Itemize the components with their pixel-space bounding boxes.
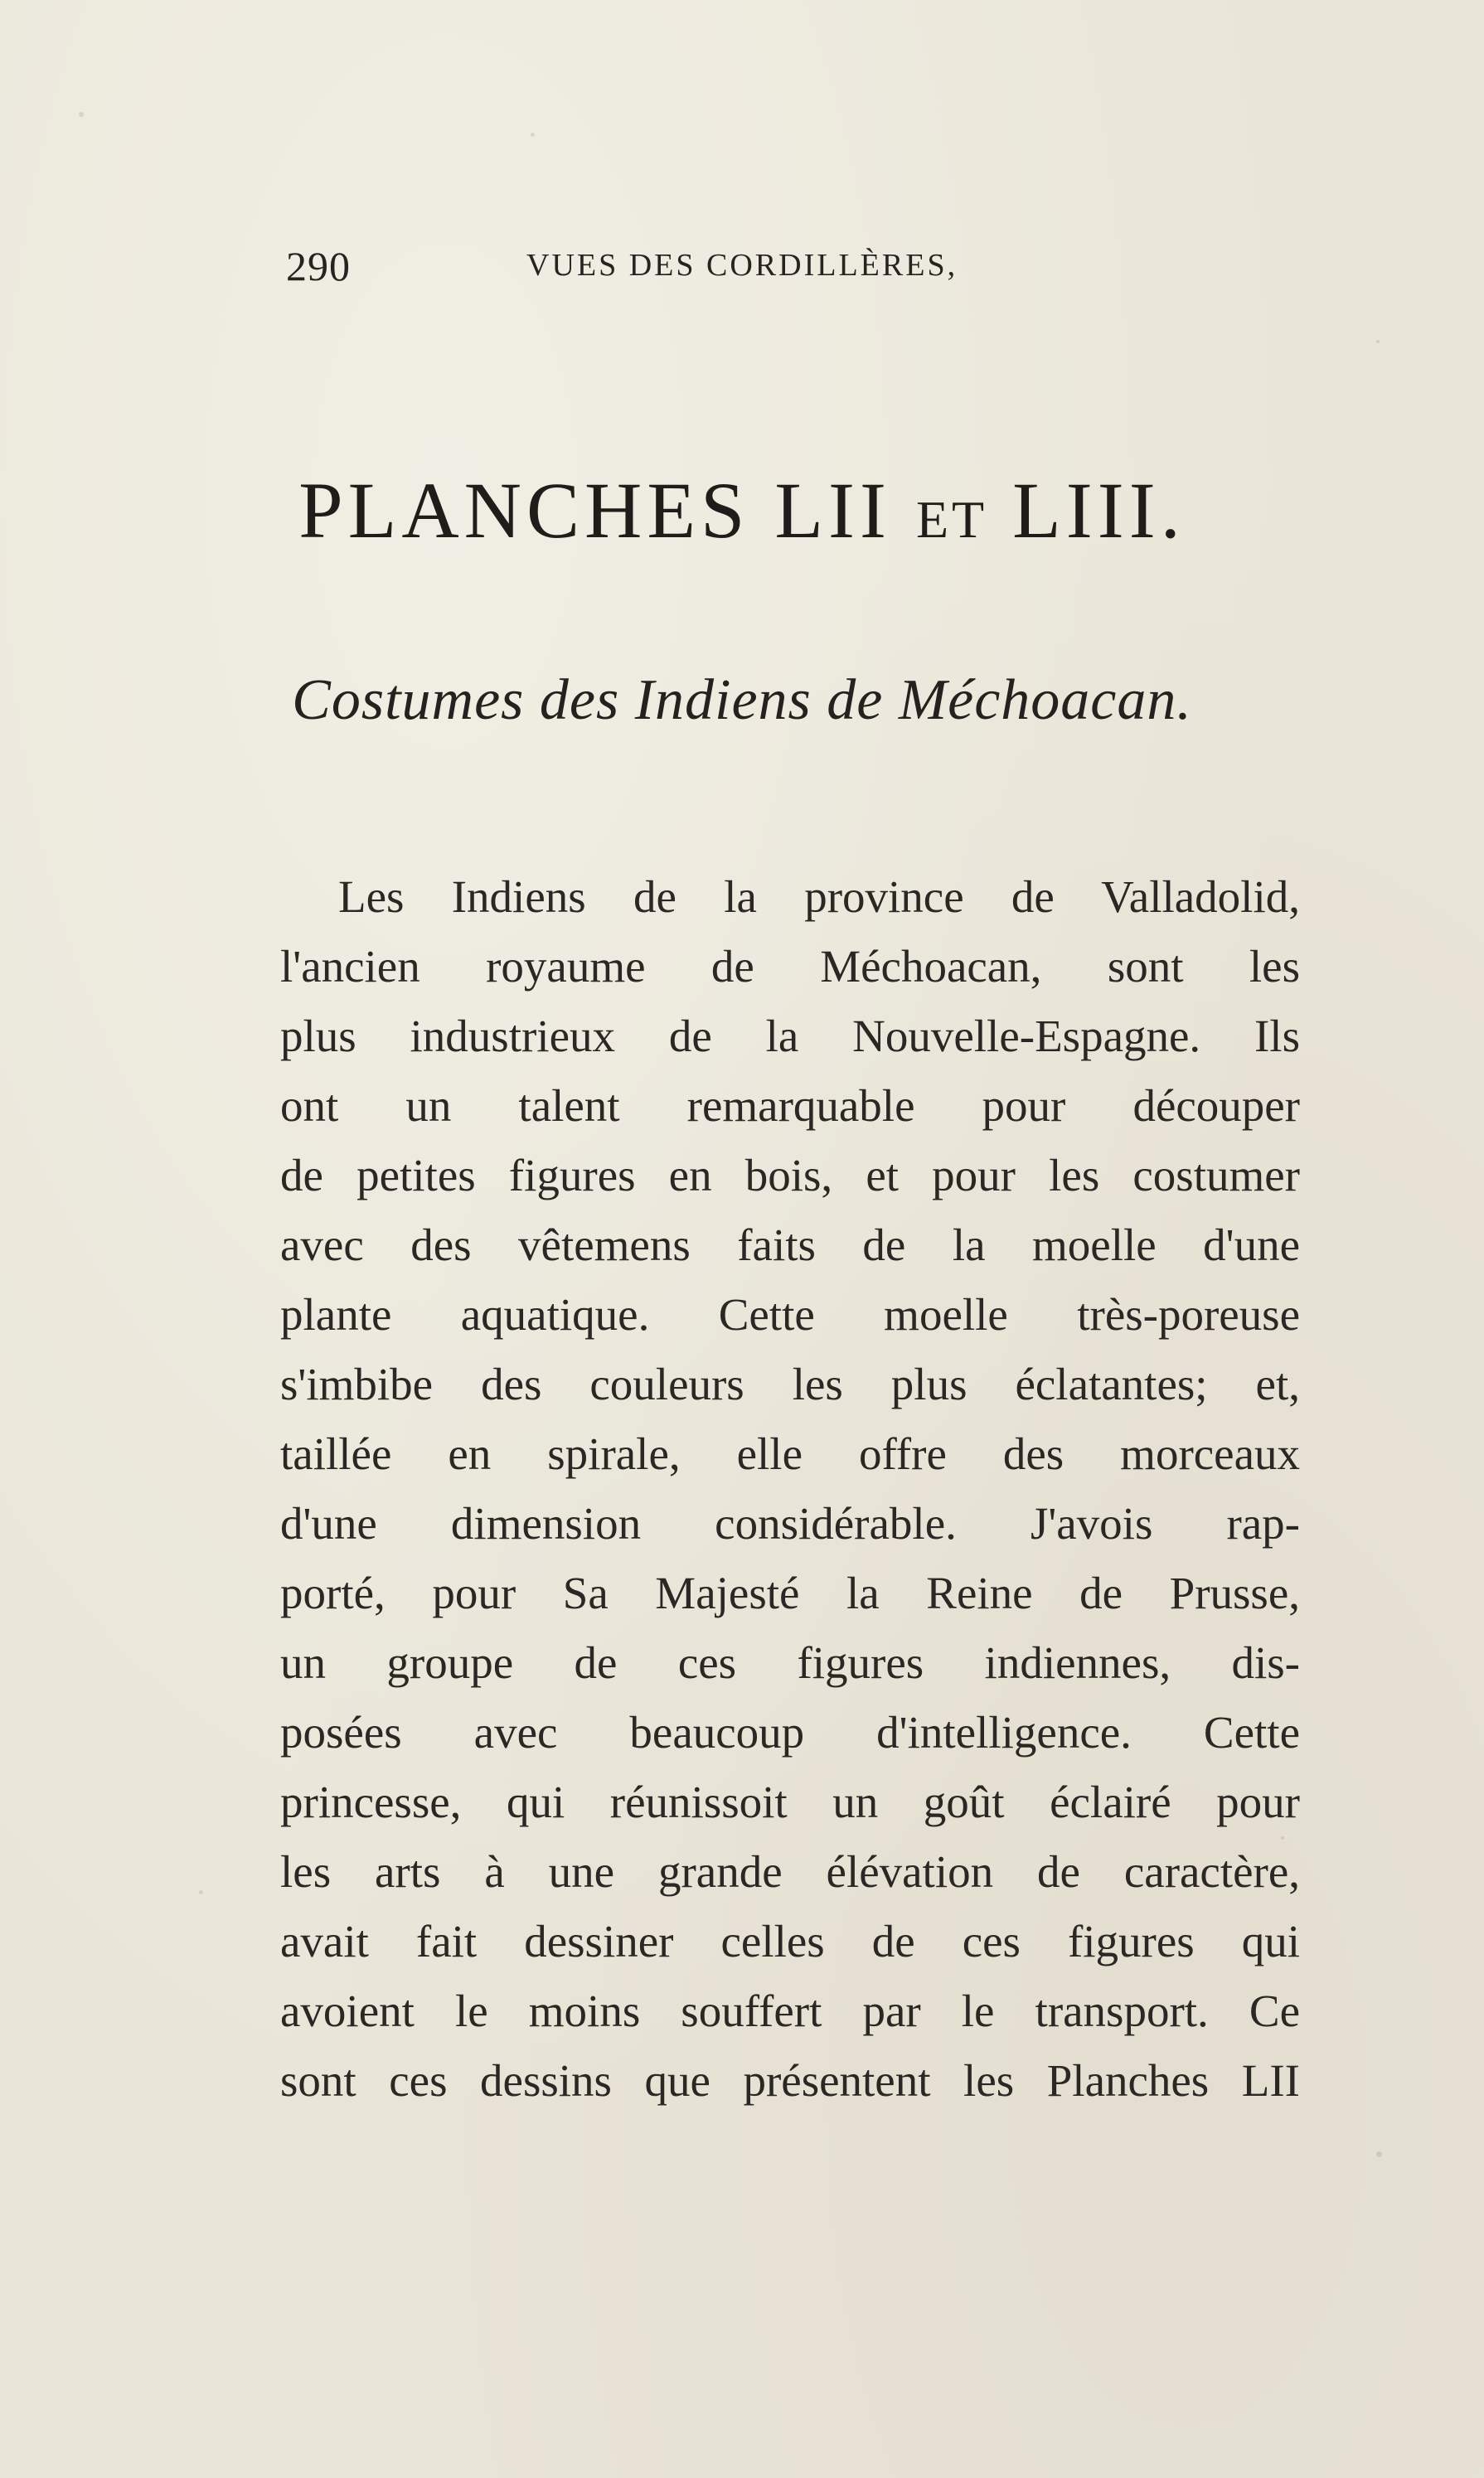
text-line: sont ces dessins que présentent les Planches LII (280, 2055, 1300, 2106)
text-line: avec des vêtemens faits de la moelle d'une (280, 1220, 1300, 1270)
text-line: plus industrieux de la Nouvelle-Espagne. Ils (280, 1011, 1300, 1061)
paper-speck (1376, 2151, 1382, 2157)
text-line: de petites figures en bois, et pour les costumer (280, 1150, 1300, 1200)
paper-speck (531, 133, 535, 137)
plate-title-et: ET (915, 490, 988, 549)
paper-speck (199, 1890, 203, 1894)
text-line: les arts à une grande élévation de caractère, (280, 1846, 1300, 1897)
paper-speck (1376, 340, 1380, 343)
section-subtitle: Costumes des Indiens de Méchoacan. (292, 668, 1192, 732)
running-title: VUES DES CORDILLÈRES, (526, 248, 958, 283)
body-paragraph (280, 862, 1300, 2116)
plate-title-main: PLANCHES LII (298, 466, 891, 555)
text-line: avoient le moins souffert par le transport. Ce (280, 1986, 1300, 2036)
text-line: s'imbibe des couleurs les plus éclatantes; et, (280, 1359, 1300, 1409)
paper-speck (79, 112, 84, 117)
text-line: princesse, qui réunissoit un goût éclairé pour (280, 1777, 1300, 1827)
text-line: taillée en spirale, elle offre des morceaux (280, 1428, 1300, 1479)
text-line: l'ancien royaume de Méchoacan, sont les (280, 941, 1300, 992)
page-number: 290 (286, 243, 351, 289)
running-header (286, 242, 1239, 292)
text-line: porté, pour Sa Majesté la Reine de Prusse, (280, 1568, 1300, 1618)
text-line: posées avec beaucoup d'intelligence. Cette (280, 1707, 1300, 1758)
text-line: avait fait dessiner celles de ces figures qui (280, 1916, 1300, 1966)
plate-title (0, 464, 1484, 556)
text-line: d'une dimension considérable. J'avois rap- (280, 1498, 1300, 1549)
text-line: plante aquatique. Cette moelle très-poreuse (280, 1289, 1300, 1340)
text-line: ont un talent remarquable pour découper (280, 1080, 1300, 1131)
text-line: Les Indiens de la province de Valladolid, (338, 871, 1300, 922)
plate-title-number: LIII. (1012, 466, 1186, 555)
text-line: un groupe de ces figures indiennes, dis- (280, 1637, 1300, 1688)
